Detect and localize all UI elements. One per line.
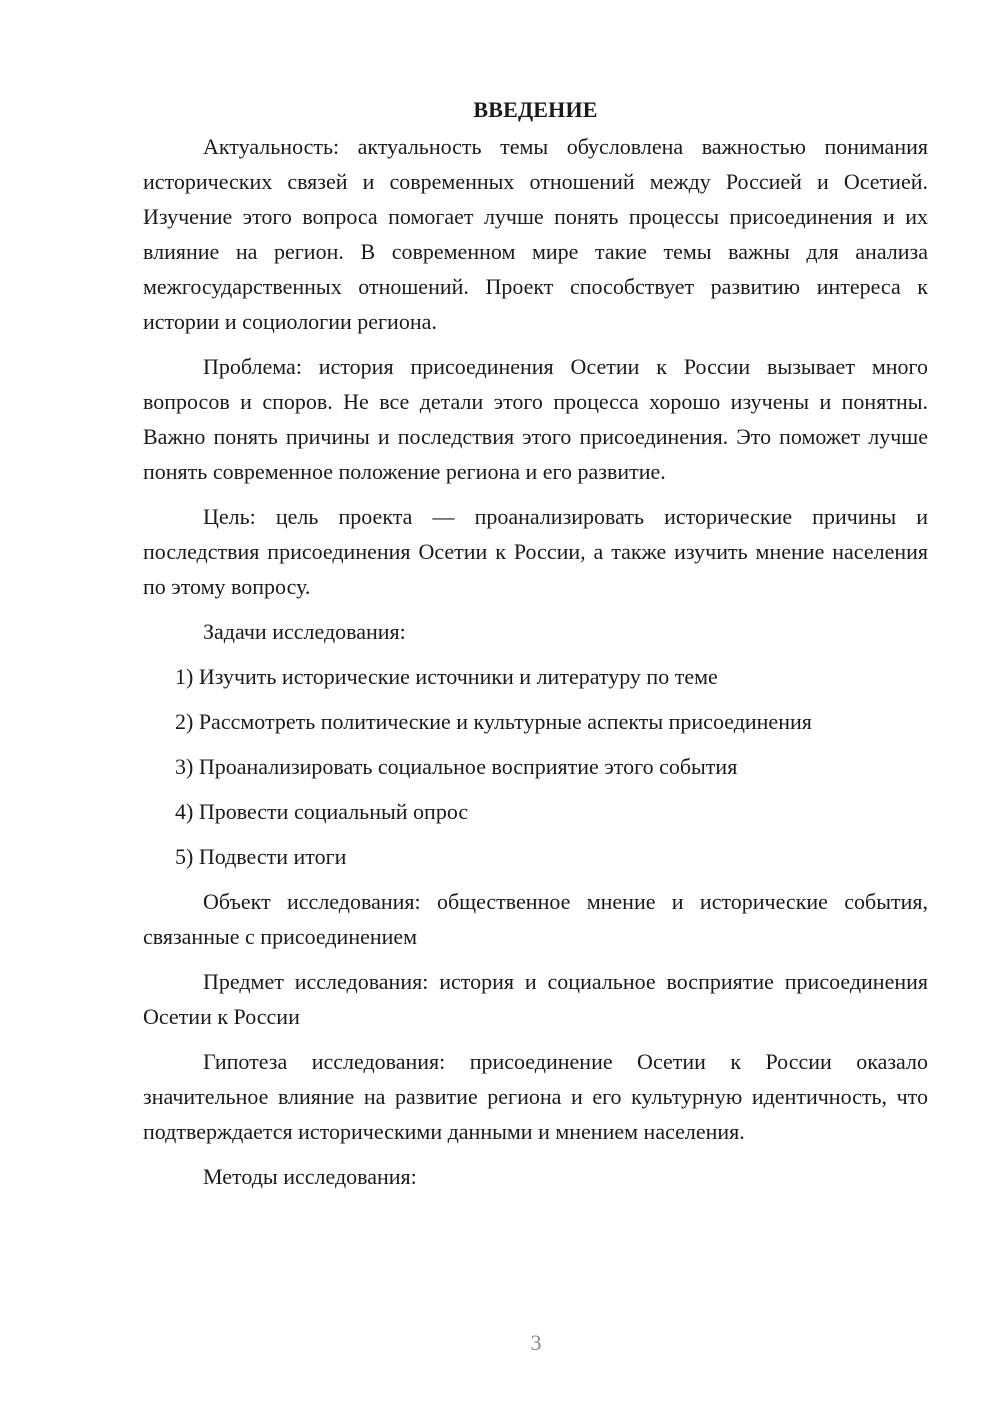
problem-paragraph: Проблема: история присоединения Осетии к России вызывает много вопросов и споров. Не все детали этого процесса хорошо изучены и понятны. Важно понять причины и последствия этого присоединения. Это поможет лучше понять современное положение региона и его развитие. <box>143 354 928 484</box>
hypothesis-paragraph: Гипотеза исследования: присоединение Осетии к России оказало значительное влияние на развитие региона и его культурную идентичность, что подтверждается историческими данными и мнением населения. <box>143 1049 928 1144</box>
relevance-paragraph: Актуальность: актуальность темы обусловлена важностью понимания исторических связей и современных отношений между Россией и Осетией. Изучение этого вопроса помогает лучше понять процессы присоединения и их влияние на регион. В современном мире такие темы важны для анализа межгосударственных отношений. Проект способствует развитию интереса к истории и социологии региона. <box>143 134 928 334</box>
subject-paragraph: Предмет исследования: история и социальное восприятие присоединения Осетии к России <box>143 969 928 1029</box>
goal-paragraph: Цель: цель проекта — проанализировать исторические причины и последствия присоединения Осетии к России, а также изучить мнение населения по этому вопросу. <box>143 504 928 599</box>
task-item-1: 1) Изучить исторические источники и литературу по теме <box>175 664 718 689</box>
page-number: 3 <box>530 1330 542 1355</box>
task-item-5: 5) Подвести итоги <box>175 844 347 869</box>
task-item-4: 4) Провести социальный опрос <box>175 799 469 824</box>
page-content <box>143 92 928 1194</box>
tasks-label: Задачи исследования: <box>203 619 406 644</box>
page-heading: ВВЕДЕНИЕ <box>473 97 598 122</box>
task-item-3: 3) Проанализировать социальное восприятие этого события <box>175 754 738 779</box>
object-paragraph: Объект исследования: общественное мнение и исторические события, связанные с присоединением <box>143 889 928 949</box>
task-item-2: 2) Рассмотреть политические и культурные аспекты присоединения <box>175 709 812 734</box>
methods-label: Методы исследования: <box>203 1164 417 1189</box>
